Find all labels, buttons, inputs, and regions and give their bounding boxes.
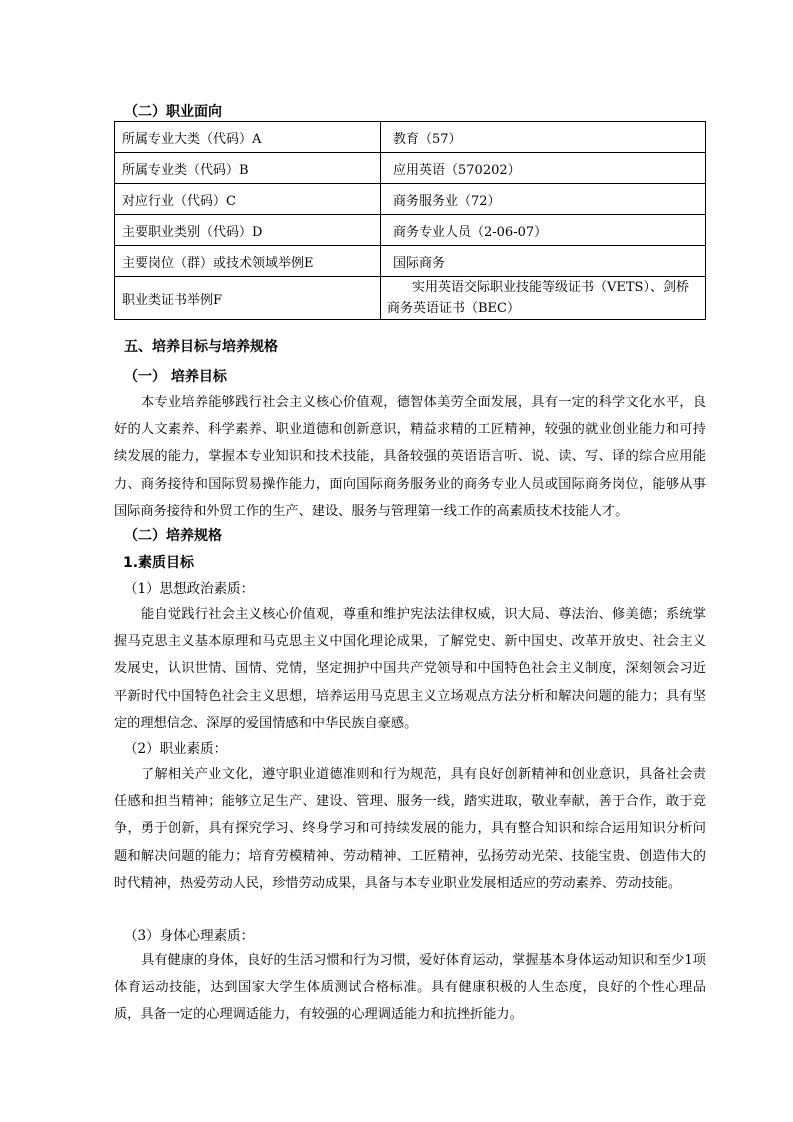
row-value-line: 实用英语交际职业技能等级证书（VETS）、剑桥 <box>412 280 689 295</box>
goal-text: 本专业培养能够践行社会主义核心价值观，德智体美劳全面发展，具有一定的科学文化水平，良好的人文素养、科学素养、职业道德和创新意识，精益求精的工匠精神，较强的就业创业能力和可持续发展的能力，掌握本专业知识和技术技能，具备较强的英语语言听、说、读、写、译的综合应用能力、商务接待和国际贸易操作能力，面向国际商务服务业的商务专业人员或国际商务岗位，能够从事国际商务接待和外贸工作的生产、建设、服务与管理第一线工作的高素质技术技能人才。 <box>114 395 706 519</box>
table-row <box>115 215 706 246</box>
table-row <box>115 184 706 215</box>
row-value: 教育（57） <box>381 122 706 153</box>
quality-title: 1.素质目标 <box>123 555 195 571</box>
row-label: 对应行业（代码）C <box>115 184 381 215</box>
table-row <box>115 246 706 277</box>
item-title: （2）职业素质： <box>124 741 228 757</box>
table-row <box>115 122 706 153</box>
row-value: 国际商务 <box>381 246 706 277</box>
table-row <box>115 277 706 320</box>
row-value: 应用英语（570202） <box>381 153 706 184</box>
row-value-line: 商务英语证书（BEC） <box>387 301 520 316</box>
spec-title: （二）培养规格 <box>124 528 222 544</box>
row-value <box>381 277 706 320</box>
row-label: 所属专业大类（代码）A <box>115 122 381 153</box>
item-title: （3）身体心理素质： <box>124 928 255 944</box>
item-text: 具有健康的身体，良好的生活习惯和行为习惯，爱好体育运动，掌握基本身体运动知识和至少1项体育运动技能，达到国家大学生体质测试合格标准。具有健康积极的人生态度，良好的个性心理品质，具备一定的心理调适能力，有较强的心理调适能力和抗挫折能力。 <box>114 953 706 1023</box>
item-title: （1）思想政治素质： <box>124 581 255 597</box>
table-row <box>115 153 706 184</box>
occupation-section-title: （二）职业面向 <box>124 104 222 120</box>
item-text: 了解相关产业文化，遵守职业道德准则和行为规范，具有良好创新精神和创业意识，具备社会责任感和担当精神；能够立足生产、建设、管理、服务一线，踏实进取，敬业奉献，善于合作，敢于竞争，勇于创新，具有探究学习、终身学习和可持续发展的能力，具有整合知识和综合运用知识分析问题和解决问题的能力；培育劳模精神、劳动精神、工匠精神，弘扬劳动光荣、技能宝贵、创造伟大的时代精神，热爱劳动人民，珍惜劳动成果，具备与本专业职业发展相适应的劳动素养、劳动技能。 <box>114 767 706 891</box>
section-5-title: 五、培养目标与培养规格 <box>124 339 278 355</box>
occupation-table <box>114 121 706 320</box>
row-value: 商务专业人员（2-06-07） <box>381 215 706 246</box>
row-label: 主要岗位（群）或技术领域举例E <box>115 246 381 277</box>
row-label: 所属专业类（代码）B <box>115 153 381 184</box>
item-text: 能自觉践行社会主义核心价值观，尊重和维护宪法法律权威，识大局、尊法治、修美德；系统掌握马克思主义基本原理和马克思主义中国化理论成果，了解党史、新中国史、改革开放史、社会主义发展史，认识世情、国情、党情，坚定拥护中国共产党领导和中国特色社会主义制度，深刻领会习近平新时代中国特色社会主义思想，培养运用马克思主义立场观点方法分析和解决问题的能力；具有坚定的理想信念、深厚的爱国情感和中华民族自豪感。 <box>114 607 706 731</box>
row-label: 职业类证书举例F <box>115 277 381 320</box>
row-label: 主要职业类别（代码）D <box>115 215 381 246</box>
row-value: 商务服务业（72） <box>381 184 706 215</box>
goal-title: （一） 培养目标 <box>124 369 227 385</box>
